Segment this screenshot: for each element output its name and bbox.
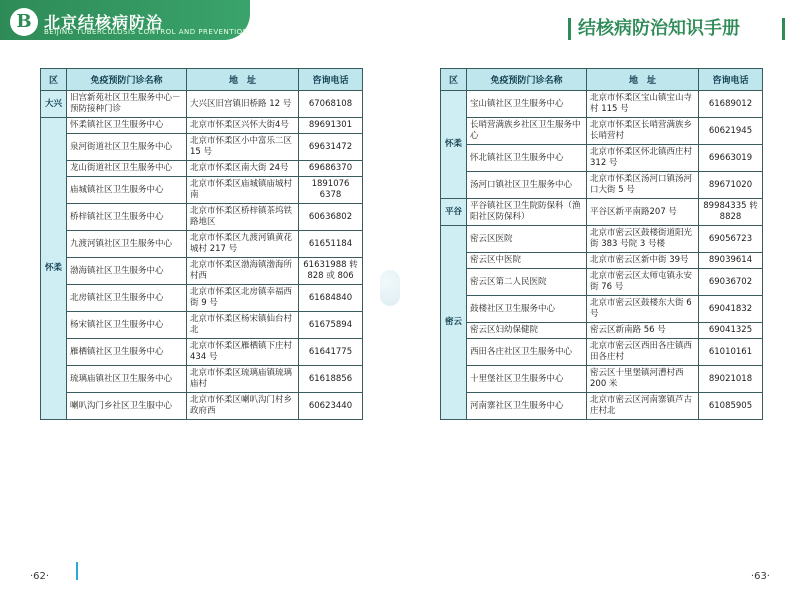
address-cell: 北京市密云区河南寨镇芦古庄村北 [587, 393, 699, 420]
clinic-name-cell: 鼓楼社区卫生服务中心 [467, 296, 587, 323]
table-row [41, 393, 363, 420]
address-cell: 北京市密云区鼓楼东大街 6 号 [587, 296, 699, 323]
col-phone: 咨询电话 [299, 69, 363, 91]
address-cell: 北京市怀柔区小中富乐二区 15 号 [187, 134, 299, 161]
phone-cell: 89691301 [299, 118, 363, 134]
address-cell: 北京市怀柔区桥梓镇茶坞铁路地区 [187, 204, 299, 231]
brand-title: 北京结核病防治 [44, 13, 164, 32]
phone-cell: 89671020 [699, 172, 763, 199]
phone-cell: 61689012 [699, 91, 763, 118]
col-name: 免疫预防门诊名称 [67, 69, 187, 91]
address-cell: 密云区新南路 56 号 [587, 323, 699, 339]
clinic-name-cell: 旧宫新苑社区卫生服务中心－预防接种门诊 [67, 91, 187, 118]
phone-cell: 61675894 [299, 312, 363, 339]
district-cell: 密云 [441, 226, 467, 420]
table-row [441, 145, 763, 172]
address-cell: 大兴区旧宫镇旧桥路 12 号 [187, 91, 299, 118]
address-cell: 北京市怀柔区雁栖镇下庄村 434 号 [187, 339, 299, 366]
clinic-name-cell: 龙山街道社区卫生服务中心 [67, 161, 187, 177]
phone-cell: 61641775 [299, 339, 363, 366]
phone-cell: 89039614 [699, 253, 763, 269]
address-cell: 平谷区新平南路207 号 [587, 199, 699, 226]
clinic-name-cell: 平谷镇社区卫生院防保科（渔阳社区防保科） [467, 199, 587, 226]
address-cell: 北京市怀柔区南大街 24号 [187, 161, 299, 177]
col-phone: 咨询电话 [699, 69, 763, 91]
table-row [441, 118, 763, 145]
table-row [41, 118, 363, 134]
address-cell: 北京市怀柔区兴怀大街4号 [187, 118, 299, 134]
clinic-name-cell: 桥梓镇社区卫生服务中心 [67, 204, 187, 231]
phone-cell: 69056723 [699, 226, 763, 253]
clinic-name-cell: 北房镇社区卫生服务中心 [67, 285, 187, 312]
clinic-name-cell: 密云区妇幼保健院 [467, 323, 587, 339]
address-cell: 北京市密云区鼓楼街道阳光街 383 号院 3 号楼 [587, 226, 699, 253]
col-name: 免疫预防门诊名称 [467, 69, 587, 91]
phone-cell: 69036702 [699, 269, 763, 296]
address-cell: 北京市密云区新中街 39号 [587, 253, 699, 269]
phone-cell: 61651184 [299, 231, 363, 258]
header-bar-right [782, 18, 785, 40]
table-row [441, 226, 763, 253]
address-cell: 北京市怀柔区渤海镇渤海所村西 [187, 258, 299, 285]
address-cell: 北京市怀柔区九渡河镇黄花城村 217 号 [187, 231, 299, 258]
page-number-right: ·63· [750, 571, 770, 582]
phone-cell: 69686370 [299, 161, 363, 177]
phone-cell: 60636802 [299, 204, 363, 231]
clinic-name-cell: 渤海镇社区卫生服务中心 [67, 258, 187, 285]
table-row [441, 199, 763, 226]
phone-cell: 69041832 [699, 296, 763, 323]
col-address: 地 址 [187, 69, 299, 91]
table-row [441, 253, 763, 269]
table-row [41, 231, 363, 258]
handbook-title: 结核病防治知识手册 [578, 18, 740, 39]
col-district: 区 [441, 69, 467, 91]
phone-cell: 61631988 转 828 或 806 [299, 258, 363, 285]
brand-logo [10, 8, 38, 36]
address-cell: 北京市密云区西田各庄镇西田各庄村 [587, 339, 699, 366]
address-cell: 北京市怀柔区琉璃庙镇琉璃庙村 [187, 366, 299, 393]
clinic-name-cell: 宝山镇社区卫生服务中心 [467, 91, 587, 118]
phone-cell: 60621945 [699, 118, 763, 145]
table-row [41, 161, 363, 177]
phone-cell: 61085905 [699, 393, 763, 420]
address-cell: 北京市怀柔区北房镇幸福西街 9 号 [187, 285, 299, 312]
address-cell: 北京市怀柔区杨宋镇仙台村北 [187, 312, 299, 339]
phone-cell: 61010161 [699, 339, 763, 366]
left-clinic-table [40, 68, 363, 420]
brand-subtitle: BEIJING TUBERCULOSIS CONTROL AND PREVENTION [44, 28, 249, 36]
brand-header [0, 0, 400, 48]
table-row [441, 393, 763, 420]
address-cell: 北京市怀柔区长哨营满族乡长哨营村 [587, 118, 699, 145]
logo-letter: B [16, 11, 32, 32]
clinic-name-cell: 九渡河镇社区卫生服务中心 [67, 231, 187, 258]
phone-cell: 61684840 [299, 285, 363, 312]
address-cell: 北京市怀柔区怀北镇西庄村 312 号 [587, 145, 699, 172]
table-row [41, 339, 363, 366]
table-row [441, 296, 763, 323]
table-row [41, 312, 363, 339]
clinic-name-cell: 琉璃庙镇社区卫生服务中心 [67, 366, 187, 393]
clinic-name-cell: 汤河口镇社区卫生服务中心 [467, 172, 587, 199]
table-header-row [441, 69, 763, 91]
district-cell: 平谷 [441, 199, 467, 226]
table-header-row [41, 69, 363, 91]
right-page [400, 0, 800, 600]
phone-cell: 69041325 [699, 323, 763, 339]
phone-cell: 89021018 [699, 366, 763, 393]
clinic-name-cell: 十里堡社区卫生服务中心 [467, 366, 587, 393]
table-row [441, 269, 763, 296]
right-clinic-table [440, 68, 763, 420]
col-district: 区 [41, 69, 67, 91]
table-row [441, 339, 763, 366]
phone-cell: 67068108 [299, 91, 363, 118]
table-row [41, 91, 363, 118]
clinic-name-cell: 长哨营满族乡社区卫生服务中心 [467, 118, 587, 145]
clinic-name-cell: 西田各庄社区卫生服务中心 [467, 339, 587, 366]
clinic-name-cell: 密云区第二人民医院 [467, 269, 587, 296]
phone-cell: 69663019 [699, 145, 763, 172]
table-row [41, 204, 363, 231]
table-row [41, 285, 363, 312]
address-cell: 北京市密云区太师屯镇永安街 76 号 [587, 269, 699, 296]
table-row [41, 258, 363, 285]
address-cell: 北京市怀柔区汤河口镇汤河口大街 5 号 [587, 172, 699, 199]
table-row [41, 366, 363, 393]
phone-cell: 1891076 6378 [299, 177, 363, 204]
page-number-left: ·62· [30, 571, 50, 582]
phone-cell: 60623440 [299, 393, 363, 420]
address-cell: 北京市怀柔区宝山镇宝山寺村 115 号 [587, 91, 699, 118]
table-row [41, 177, 363, 204]
col-address: 地 址 [587, 69, 699, 91]
phone-cell: 69631472 [299, 134, 363, 161]
district-cell: 怀柔 [441, 91, 467, 199]
clinic-name-cell: 杨宋镇社区卫生服务中心 [67, 312, 187, 339]
header-bar-left [568, 18, 571, 40]
table-row [441, 172, 763, 199]
clinic-name-cell: 怀柔镇社区卫生服务中心 [67, 118, 187, 134]
clinic-name-cell: 密云区医院 [467, 226, 587, 253]
clinic-name-cell: 泉河街道社区卫生服务中心 [67, 134, 187, 161]
clinic-name-cell: 密云区中医院 [467, 253, 587, 269]
clinic-name-cell: 庙城镇社区卫生服务中心 [67, 177, 187, 204]
handbook-header [400, 0, 800, 48]
table-row [441, 366, 763, 393]
clinic-name-cell: 河南寨社区卫生服务中心 [467, 393, 587, 420]
address-cell: 北京市怀柔区庙城镇庙城村南 [187, 177, 299, 204]
table-row [441, 323, 763, 339]
phone-cell: 61618856 [299, 366, 363, 393]
district-cell: 怀柔 [41, 118, 67, 420]
clinic-name-cell: 喇叭沟门乡社区卫生服中心 [67, 393, 187, 420]
decorative-drop [380, 270, 400, 306]
clinic-name-cell: 雁栖镇社区卫生服务中心 [67, 339, 187, 366]
address-cell: 北京市怀柔区喇叭沟门村乡政府西 [187, 393, 299, 420]
table-row [441, 91, 763, 118]
phone-cell: 89984335 转 8828 [699, 199, 763, 226]
district-cell: 大兴 [41, 91, 67, 118]
page-rule-left [76, 562, 78, 580]
address-cell: 密云区十里堡镇河漕村西 200 米 [587, 366, 699, 393]
table-row [41, 134, 363, 161]
clinic-name-cell: 怀北镇社区卫生服务中心 [467, 145, 587, 172]
